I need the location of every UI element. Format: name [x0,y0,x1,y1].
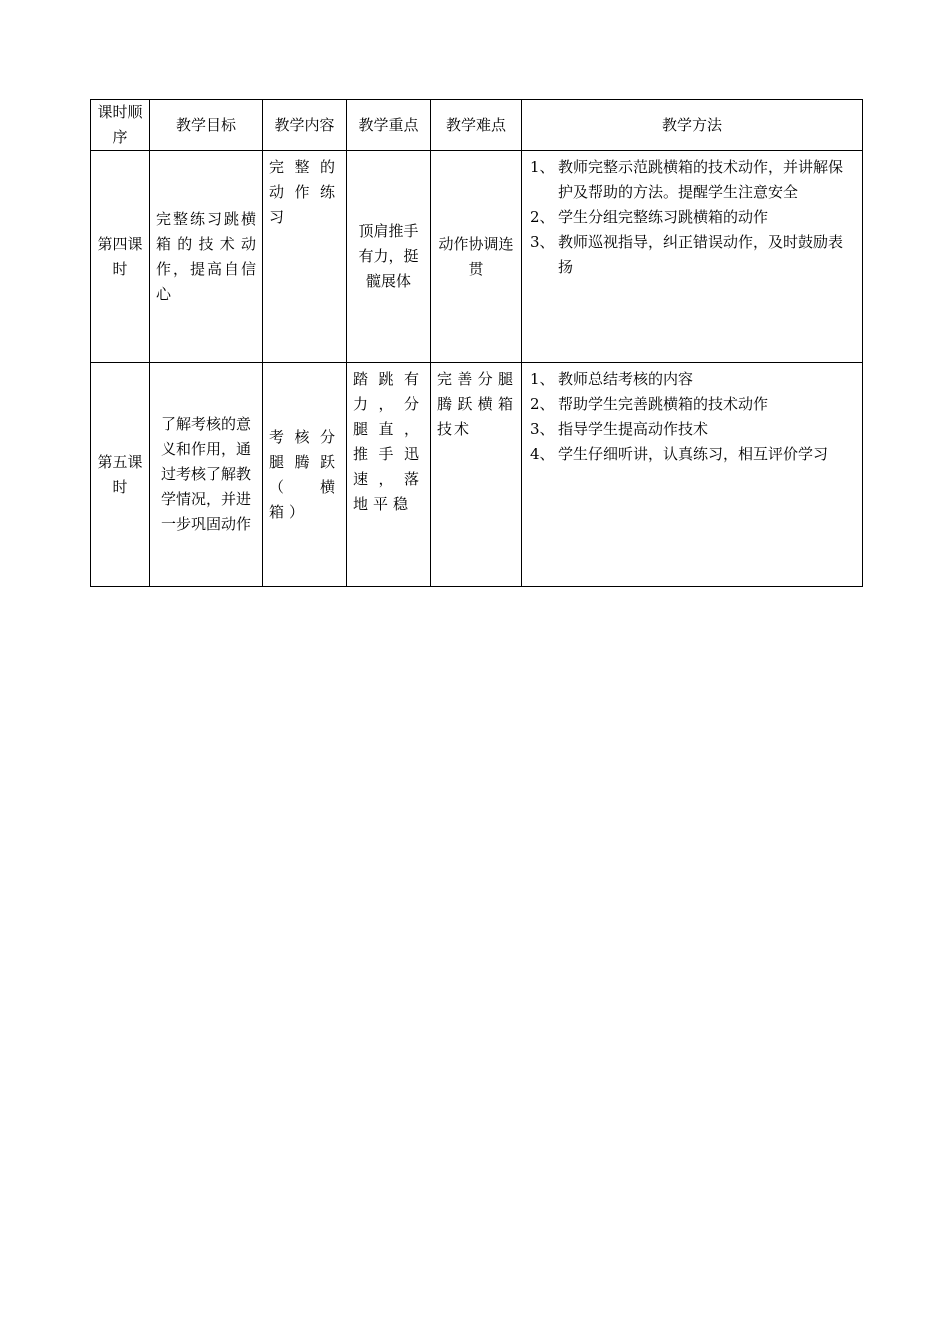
content-cell [263,151,347,363]
content-cell [263,363,347,587]
list-item [528,417,856,442]
lesson-plan-table [90,99,863,587]
header-method: 教学方法 [522,100,863,151]
list-item-number: 2、 [530,208,555,226]
lesson-cell: 第四课时 [91,151,150,363]
lesson-cell: 第五课时 [91,363,150,587]
key-point-cell [347,363,431,587]
list-item-number: 4、 [530,445,555,463]
list-item-number: 1、 [530,370,555,388]
goal-cell: 完整练习跳横箱的技术动作，提高自信心 [150,151,263,363]
content-text: 考核分腿腾跃（横箱） [269,427,340,521]
goal-cell: 了解考核的意义和作用，通过考核了解教学情况，并进一步巩固动作 [150,363,263,587]
header-difficulty: 教学难点 [431,100,522,151]
key-point-cell: 顶肩推手有力，挺髋展体 [347,151,431,363]
header-content: 教学内容 [263,100,347,151]
table-row [91,151,863,363]
list-item-text: 教师完整示范跳横箱的技术动作，并讲解保护及帮助的方法。提醒学生注意安全 [558,158,844,201]
list-item-number: 2、 [530,395,555,413]
list-item [528,367,856,392]
method-list [528,367,856,467]
list-item-text: 学生分组完整练习跳横箱的动作 [558,208,769,226]
list-item [528,205,856,230]
list-item-text: 教师总结考核的内容 [558,370,694,388]
list-item-text: 帮助学生完善跳横箱的技术动作 [558,395,769,413]
table-row [91,363,863,587]
list-item-text: 教师巡视指导，纠正错误动作，及时鼓励表扬 [558,233,844,276]
difficulty-cell: 动作协调连贯 [431,151,522,363]
header-lesson-order: 课时顺序 [91,100,150,151]
list-item [528,442,856,467]
content-text: 完整的动作练习 [269,158,340,226]
table-header-row [91,100,863,151]
header-goal: 教学目标 [150,100,263,151]
list-item-number: 3、 [530,233,555,251]
list-item-number: 3、 [530,420,555,438]
key-point-text: 踏跳有力，分腿直，推手迅速，落地平稳 [353,370,424,513]
list-item-text: 学生仔细听讲，认真练习，相互评价学习 [558,445,829,463]
list-item [528,230,856,280]
method-cell [522,363,863,587]
difficulty-text: 完善分腿腾跃横箱技术 [437,370,515,438]
difficulty-cell [431,363,522,587]
list-item-text: 指导学生提高动作技术 [558,420,709,438]
list-item [528,392,856,417]
list-item-number: 1、 [530,158,555,176]
list-item [528,155,856,205]
method-cell [522,151,863,363]
header-key-point: 教学重点 [347,100,431,151]
method-list [528,155,856,280]
